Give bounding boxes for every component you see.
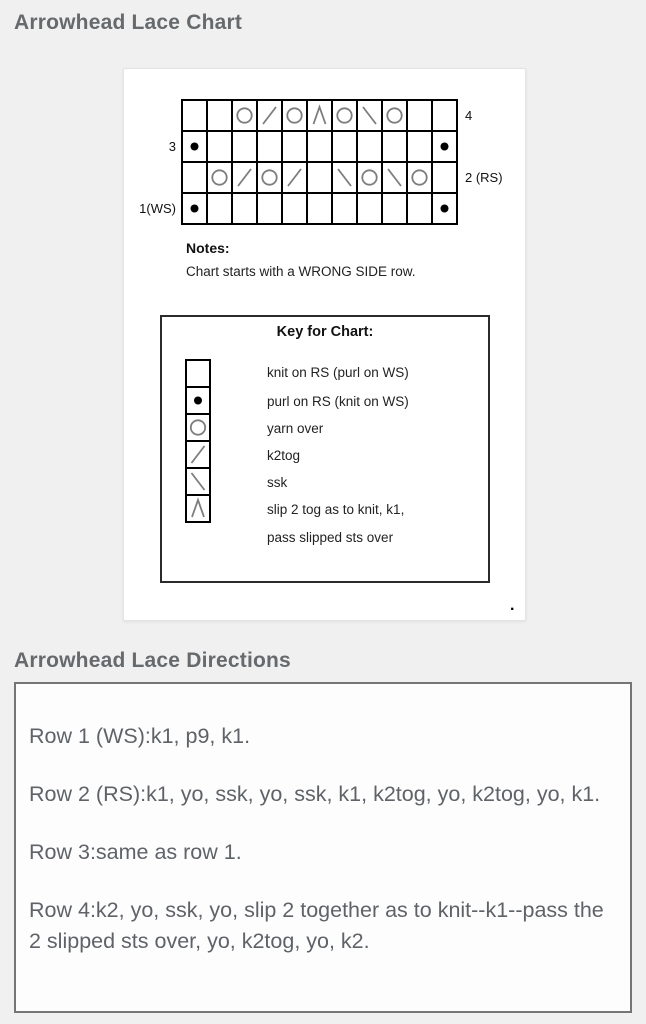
chart-cell-r1-c2 (208, 194, 231, 223)
key-label-knit: knit on RS (purl on WS) (267, 365, 409, 380)
direction-row-3: Row 3:same as row 1. (29, 840, 242, 864)
s2kp-key-square (185, 494, 211, 523)
chart-section-heading: Arrowhead Lace Chart (14, 11, 243, 34)
purl-symbol-icon (187, 388, 209, 413)
chart-cell-r1-c11 (433, 194, 456, 223)
key-rows (185, 359, 409, 552)
chart-cell-r4-c8 (358, 101, 381, 130)
chart-cell-r1-c4 (258, 194, 281, 223)
k2tog-symbol-icon (233, 163, 256, 192)
chart-cell-r2-c10 (408, 163, 431, 192)
key-row-purl (185, 388, 409, 415)
s2kp-symbol-icon (308, 101, 331, 130)
key-label-k2tog: k2tog (267, 448, 301, 463)
yo-key-square (185, 413, 211, 442)
chart-cell-r3-c6 (308, 132, 331, 161)
chart-cell-r3-c4 (258, 132, 281, 161)
chart-cell-r2-c11 (433, 163, 456, 192)
purl-symbol-icon (433, 194, 456, 223)
key-row-s2kp (185, 496, 409, 552)
chart-cell-r3-c10 (408, 132, 431, 161)
knitting-chart-grid (181, 99, 458, 225)
chart-cell-r2-c9 (383, 163, 406, 192)
key-row-knit (185, 359, 409, 388)
chart-cell-r2-c1 (183, 163, 206, 192)
chart-cell-r1-c6 (308, 194, 331, 223)
notes-text: Chart starts with a WRONG SIDE row. (186, 264, 416, 279)
k2tog-key-square (185, 440, 211, 469)
chart-cell-r4-c3 (233, 101, 256, 130)
direction-row-1: Row 1 (WS):k1, p9, k1. (29, 724, 251, 748)
chart-cell-r1-c10 (408, 194, 431, 223)
knit-key-square (185, 359, 211, 388)
chart-cell-r2-c5 (283, 163, 306, 192)
k2tog-symbol-icon (283, 163, 306, 192)
chart-cell-r3-c11 (433, 132, 456, 161)
chart-cell-r4-c7 (333, 101, 356, 130)
ssk-symbol-icon (383, 163, 406, 192)
chart-cell-r4-c1 (183, 101, 206, 130)
ssk-symbol-icon (358, 101, 381, 130)
chart-cell-r4-c4 (258, 101, 281, 130)
directions-box (14, 682, 632, 1013)
yo-symbol-icon (208, 163, 231, 192)
card-footnote-dot: . (510, 597, 515, 614)
key-label-s2kp-line2: pass slipped sts over (267, 530, 394, 545)
chart-cell-r4-c6 (308, 101, 331, 130)
directions-section-heading: Arrowhead Lace Directions (14, 649, 291, 672)
chart-cell-r2-c6 (308, 163, 331, 192)
k2tog-symbol-icon (187, 442, 209, 467)
chart-cell-r2-c4 (258, 163, 281, 192)
purl-symbol-icon (183, 194, 206, 223)
key-row-yo (185, 415, 409, 442)
row-label-left-1WS: 1(WS) (139, 200, 176, 216)
row-label-right-4: 4 (465, 107, 473, 123)
chart-image-card (123, 68, 526, 621)
chart-cell-r3-c9 (383, 132, 406, 161)
direction-row-2: Row 2 (RS):k1, yo, ssk, yo, ssk, k1, k2tog, yo, k2tog, yo, k1. (29, 782, 601, 806)
k2tog-symbol-icon (258, 101, 281, 130)
s2kp-symbol-icon (187, 496, 209, 521)
key-row-k2tog (185, 442, 409, 469)
row-label-left-3: 3 (168, 138, 176, 154)
ssk-symbol-icon (187, 469, 209, 494)
chart-cell-r1-c7 (333, 194, 356, 223)
chart-cell-r1-c5 (283, 194, 306, 223)
key-title: Key for Chart: (276, 324, 374, 340)
notes-label: Notes: (186, 240, 230, 256)
chart-cell-r3-c8 (358, 132, 381, 161)
chart-cell-r3-c1 (183, 132, 206, 161)
chart-cell-r1-c1 (183, 194, 206, 223)
purl-symbol-icon (183, 132, 206, 161)
chart-cell-r3-c2 (208, 132, 231, 161)
yo-symbol-icon (233, 101, 256, 130)
chart-cell-r1-c9 (383, 194, 406, 223)
key-row-ssk (185, 469, 409, 496)
chart-cell-r4-c10 (408, 101, 431, 130)
chart-cell-r2-c3 (233, 163, 256, 192)
chart-cell-r3-c3 (233, 132, 256, 161)
ssk-symbol-icon (333, 163, 356, 192)
chart-key-box (160, 315, 490, 583)
chart-cell-r3-c5 (283, 132, 306, 161)
direction-row-4: Row 4:k2, yo, ssk, yo, slip 2 together as to knit--k1--pass the 2 slipped sts over, yo, k2tog, yo, k2. (29, 898, 604, 953)
key-label-s2kp: slip 2 tog as to knit, k1, pass slipped sts over (267, 496, 404, 552)
chart-cell-r2-c2 (208, 163, 231, 192)
yo-symbol-icon (408, 163, 431, 192)
purl-key-square (185, 386, 211, 415)
yo-symbol-icon (283, 101, 306, 130)
chart-cell-r1-c3 (233, 194, 256, 223)
yo-symbol-icon (258, 163, 281, 192)
key-label-yo: yarn over (267, 421, 324, 436)
key-label-purl: purl on RS (knit on WS) (267, 394, 409, 409)
ssk-key-square (185, 467, 211, 496)
yo-symbol-icon (187, 415, 209, 440)
row-label-right-2RS: 2 (RS) (465, 169, 503, 185)
chart-cell-r4-c9 (383, 101, 406, 130)
chart-cell-r2-c8 (358, 163, 381, 192)
chart-cell-r4-c11 (433, 101, 456, 130)
key-label-ssk: ssk (267, 475, 288, 490)
yo-symbol-icon (358, 163, 381, 192)
chart-cell-r1-c8 (358, 194, 381, 223)
purl-symbol-icon (433, 132, 456, 161)
yo-symbol-icon (333, 101, 356, 130)
chart-cell-r4-c5 (283, 101, 306, 130)
yo-symbol-icon (383, 101, 406, 130)
chart-cell-r4-c2 (208, 101, 231, 130)
chart-cell-r3-c7 (333, 132, 356, 161)
chart-cell-r2-c7 (333, 163, 356, 192)
